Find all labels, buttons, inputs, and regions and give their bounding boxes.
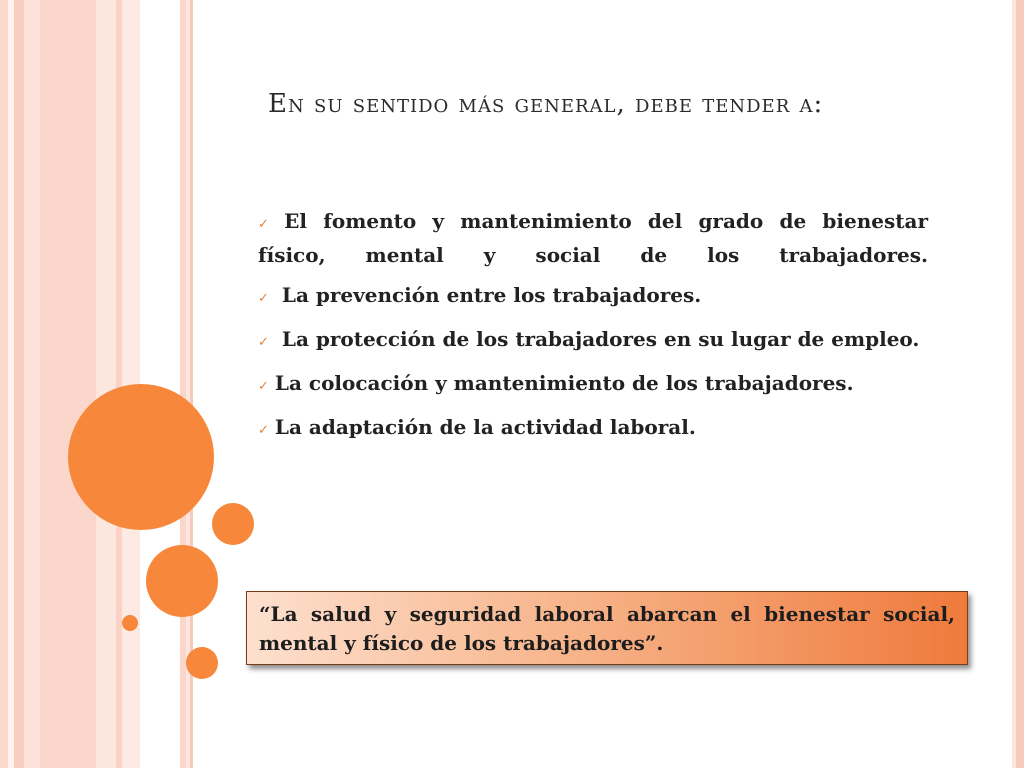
check-icon: ✓: [258, 335, 269, 350]
tiny-circle: [122, 615, 138, 631]
bullet-text: La protección de los trabajadores en su lugar de empleo.: [281, 327, 920, 351]
list-item: [258, 412, 928, 446]
small-circle-bottom: [186, 647, 218, 679]
bullet-text: La adaptación de la actividad laboral.: [274, 415, 696, 439]
title-first-letter: E: [268, 89, 288, 119]
check-icon: ✓: [258, 379, 269, 394]
check-icon: ✓: [258, 291, 269, 306]
bullet-list: [258, 206, 928, 456]
bullet-text: La prevención entre los trabajadores.: [281, 283, 702, 307]
list-item: [258, 206, 928, 270]
large-circle: [68, 384, 214, 530]
medium-circle: [146, 545, 218, 617]
right-edge-stripe: [1016, 0, 1024, 768]
bullet-text: El fomento y mantenimiento del grado de bienestar físico, mental y social de los trabajadores.: [258, 209, 928, 267]
check-icon: ✓: [258, 423, 269, 438]
list-item: [258, 324, 928, 358]
slide-title: [268, 82, 936, 126]
quote-box: [246, 591, 968, 665]
title-rest: n su sentido más general, debe tender a:: [287, 89, 824, 119]
small-circle: [212, 503, 254, 545]
check-icon: ✓: [258, 217, 279, 232]
bullet-text: La colocación y mantenimiento de los trabajadores.: [274, 371, 854, 395]
list-item: [258, 368, 928, 402]
list-item: [258, 280, 928, 314]
quote-text: “La salud y seguridad laboral abarcan el bienestar social, mental y físico de los trabajadores”.: [259, 602, 955, 655]
decorative-stripes: [0, 0, 200, 768]
